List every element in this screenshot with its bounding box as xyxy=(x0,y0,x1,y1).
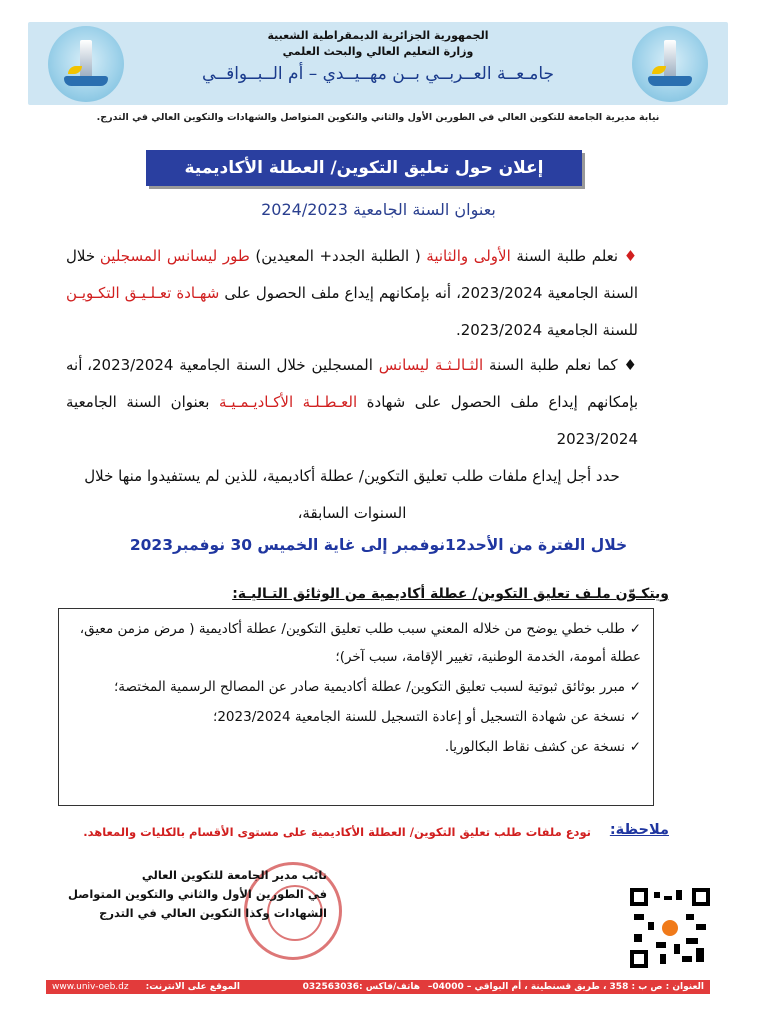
announcement-title: إعلان حول تعليق التكوين/ العطلة الأكاديمية xyxy=(146,150,582,186)
letterhead xyxy=(28,22,728,105)
bullet-icon: ♦ xyxy=(623,356,638,374)
footer-phone: هاتف/فاكس :032563036 xyxy=(302,982,420,992)
list-item: ✓نسخة عن شهادة التسجيل أو إعادة التسجيل للسنة الجامعية 2023/2024؛ xyxy=(69,703,641,731)
directorate-line: نيابة مديرية الجامعة للتكوين العالي في الطورين الأول والثاني والتكوين المتواصل والشهادات والتكوين العالي في التدرج. xyxy=(96,112,660,123)
note-label: ملاحظة: xyxy=(609,822,669,838)
letterhead-text xyxy=(138,28,618,88)
note-text: تودع ملفات طلب تعليق التكوين/ العطلة الأكاديمية على مستوى الأقسام بالكليات والمعاهد. xyxy=(83,825,591,839)
qr-code-icon xyxy=(630,888,710,968)
check-icon: ✓ xyxy=(629,621,641,637)
bullet-icon: ♦ xyxy=(623,247,638,265)
university-logo-icon xyxy=(632,26,708,102)
footer-website-link[interactable]: www.univ-oeb.dz xyxy=(52,982,129,992)
submission-period: خلال الفترة من الأحد12نوفمبر إلى غاية الخميس 30 نوفمبر2023 xyxy=(129,536,628,554)
signature-line: الشهادات وكذا التكوين العالي في التدرج xyxy=(99,906,327,920)
footer-address: العنوان : ص ب : 358 ، طريق قسنطينة ، أم البواقي – 04000– xyxy=(427,982,704,992)
deadline-paragraph: حدد أجل إيداع ملفات طلب تعليق التكوين/ عطلة أكاديمية، للذين لم يستفيدوا منها خلال السنوات السابقة، xyxy=(84,467,620,522)
documents-list xyxy=(58,608,654,806)
signature-line: في الطورين الأول والثاني والتكوين المتواصل xyxy=(67,887,327,901)
documents-title: ويتكـوّن ملـف تعليق التكوين/ عطلة أكاديمية من الوثائق التـاليـة: xyxy=(232,586,669,602)
footer-site-label: الموقع على الانترنت: xyxy=(145,982,240,992)
list-item: ✓طلب خطي يوضح من خلاله المعني سبب طلب تعليق التكوين/ عطلة أكاديمية ( مرض مزمن معيق، عطلة أمومة، الخدمة الوطنية، تغيير الإقامة، سبب آخر)؛ xyxy=(69,615,641,671)
check-icon: ✓ xyxy=(629,739,641,755)
list-item: ✓مبرر بوثائق ثبوتية لسبب تعليق التكوين/ عطلة أكاديمية صادر عن المصالح الرسمية المختصة؛ xyxy=(69,673,641,701)
check-icon: ✓ xyxy=(629,679,641,695)
list-item: ✓نسخة عن كشف نقاط البكالوريا. xyxy=(69,733,641,761)
check-icon: ✓ xyxy=(629,709,641,725)
signature-line: نائب مدير الجامعة للتكوين العالي xyxy=(141,868,327,882)
paragraph-first-second-year: ♦ نعلم طلبة السنة الأولى والثانية ( الطلبة الجدد+ المعيدين) طور ليسانس المسجلين خلال السنة الجامعية 2023/2024، أنه بإمكانهم إيداع ملف الحصول على شهـادة تعـلـيـق التكـويـن للسنة الجامعية 2023/2024. xyxy=(66,247,638,339)
academic-year-line: بعنوان السنة الجامعية 2024/2023 xyxy=(261,200,496,219)
signature-block xyxy=(68,866,327,923)
university-name: جامـعــة العــربــي بــن مهــيــدي – أم الــبــواقــي xyxy=(201,64,555,84)
paragraph-third-year: ♦ كما نعلم طلبة السنة الثـالـثـة ليسانس المسجلين خلال السنة الجامعية 2023/2024، أنه بإمكانهم إيداع ملف الحصول على شهادة العـطـلـة الأكـاديـمـيـة بعنوان السنة الجامعية 2023/2024 xyxy=(66,356,638,448)
republic-name: الجمهورية الجزائرية الديمقراطية الشعبية xyxy=(267,29,489,42)
university-logo-icon xyxy=(48,26,124,102)
page-footer xyxy=(46,980,710,994)
ministry-name: وزارة التعليم العالي والبحث العلمي xyxy=(282,45,474,58)
